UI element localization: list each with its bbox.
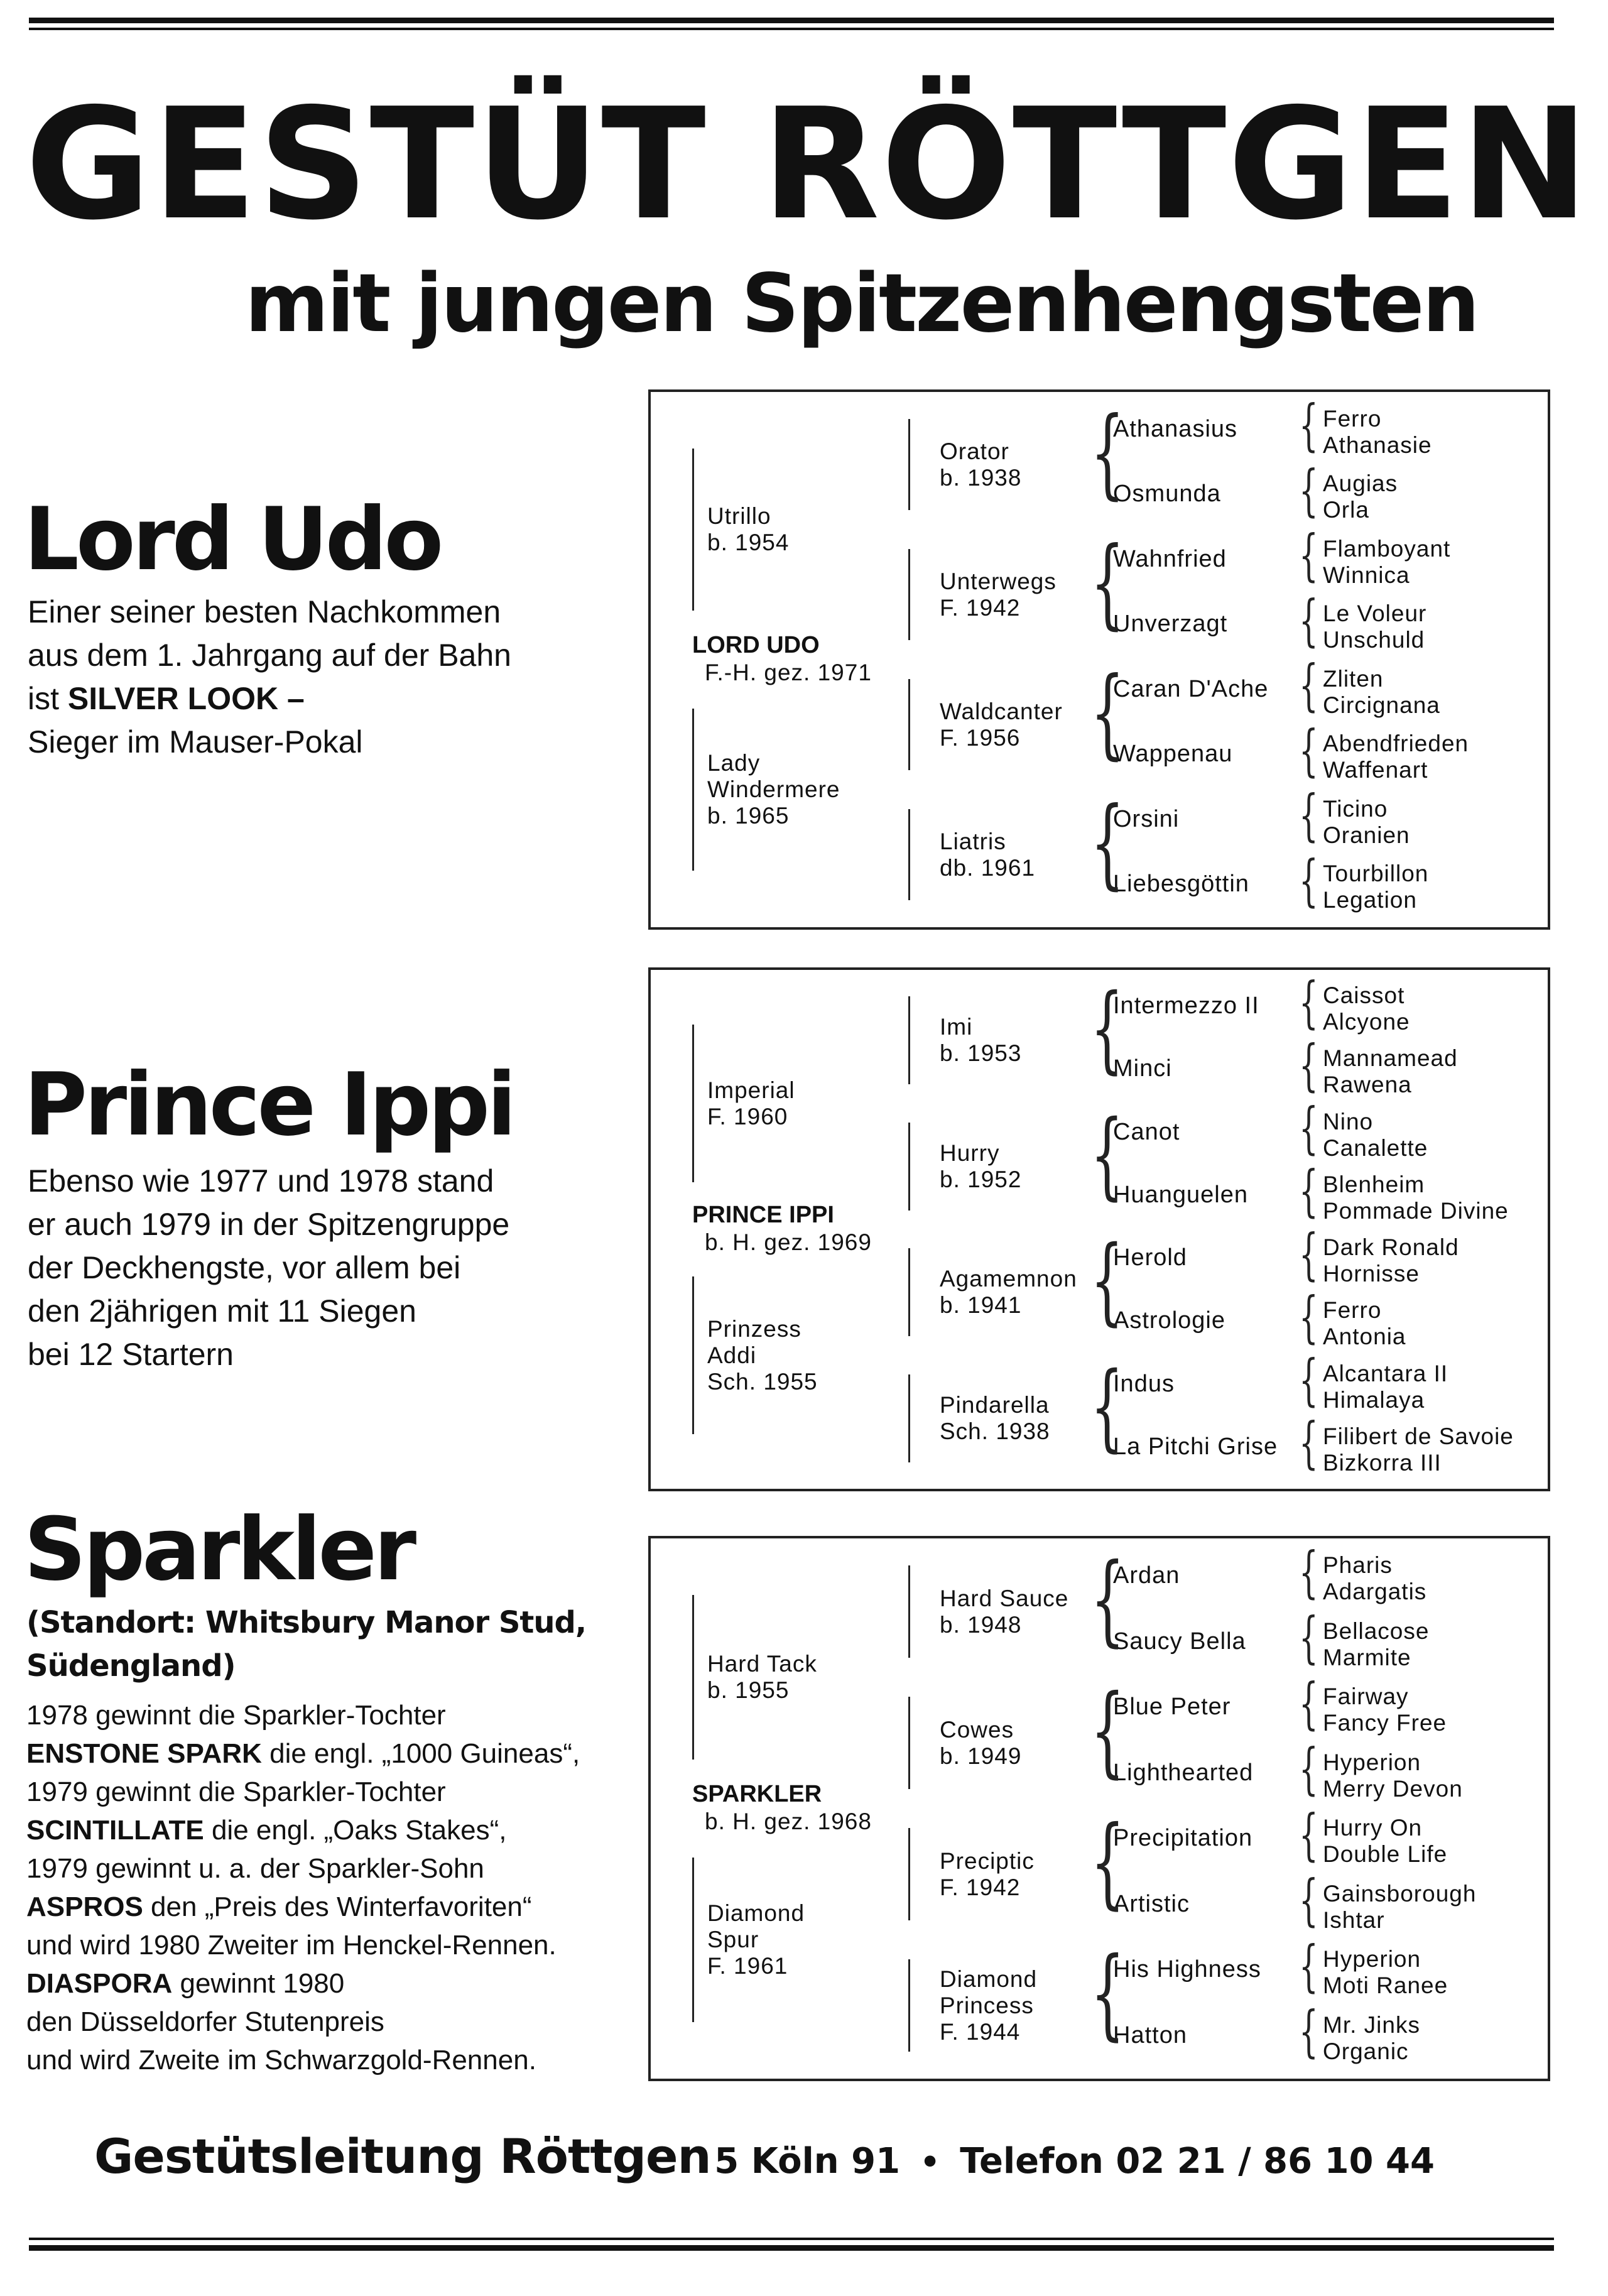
pedigree-grandparent: Orsini <box>1113 805 1180 832</box>
pedigree-ancestor: Abendfrieden <box>1323 731 1469 757</box>
pedigree-bracket-line <box>692 1595 694 1759</box>
top-rule-thin <box>29 28 1554 30</box>
pedigree-brace: { <box>1090 1805 1125 1920</box>
pedigree-ancestor: Waffenart <box>1323 757 1428 783</box>
pedigree-grandparent: Artistic <box>1113 1890 1190 1917</box>
desc-line: der Deckhengste, vor allem bei <box>28 1250 461 1285</box>
desc-suffix: den „Preis des Winterfavoriten“ <box>143 1891 532 1922</box>
pedigree-ancestor: Hornisse <box>1323 1261 1420 1287</box>
pedigree-table <box>648 389 1550 930</box>
pedigree-brace: { <box>1299 587 1318 653</box>
pedigree-brace: { <box>1090 526 1125 640</box>
footer-contact <box>94 2128 1435 2184</box>
pedigree-parent-line: Liatris <box>940 828 1006 854</box>
pedigree-brace: { <box>1090 1099 1124 1210</box>
pedigree-grandparent: Huanguelen <box>1113 1181 1248 1208</box>
desc-line: 1979 gewinnt u. a. der Sparkler-Sohn <box>26 1853 484 1884</box>
pedigree-ancestor: Bellacose <box>1323 1618 1430 1644</box>
pedigree-horse-name: SPARKLER <box>692 1781 822 1807</box>
pedigree-brace: { <box>1090 786 1125 900</box>
pedigree-ancestor: Flamboyant <box>1323 535 1451 562</box>
pedigree-horse-name: PRINCE IPPI <box>692 1202 834 1228</box>
pedigree-horse-info: b. H. gez. 1968 <box>705 1809 872 1834</box>
pedigree-grandparent: Unverzagt <box>1113 611 1228 638</box>
pedigree-ancestor: Ferro <box>1323 1297 1382 1324</box>
pedigree-brace: { <box>1299 1933 1318 1998</box>
pedigree-ancestor: Tourbillon <box>1323 861 1429 887</box>
pedigree-ancestor: Ferro <box>1323 405 1382 432</box>
pedigree-ancestor: Rawena <box>1323 1072 1412 1098</box>
desc-suffix: die engl. „1000 Guineas“, <box>261 1738 580 1769</box>
pedigree-grandparent: Indus <box>1113 1370 1175 1397</box>
pedigree-parent-line: Waldcanter <box>940 698 1063 724</box>
pedigree-bracket-line <box>908 1374 910 1462</box>
pedigree-bracket-line <box>908 1248 910 1336</box>
horse-location <box>26 1601 586 1688</box>
pedigree-parent-line: Imi <box>940 1014 973 1040</box>
pedigree-ancestor: Athanasie <box>1323 432 1432 458</box>
pedigree-ancestor: Filibert de Savoie <box>1323 1423 1514 1449</box>
pedigree-bracket-line <box>692 449 694 611</box>
pedigree-ancestor: Adargatis <box>1323 1579 1427 1605</box>
pedigree-ancestor: Caissot <box>1323 982 1405 1009</box>
pedigree-brace: { <box>1299 1605 1318 1670</box>
pedigree-grandparent: La Pitchi Grise <box>1113 1433 1278 1460</box>
horse-description <box>28 1160 509 1376</box>
pedigree-ancestor: Fairway <box>1323 1684 1409 1710</box>
pedigree-parent-line: Unterwegs <box>940 568 1057 594</box>
pedigree-sire-line: Utrillo <box>707 503 771 529</box>
footer-separator: • <box>920 2144 940 2180</box>
pedigree-brace: { <box>1299 1284 1318 1349</box>
pedigree-parent-line: Hard Sauce <box>940 1585 1069 1611</box>
footer-phone: Telefon 02 21 / 86 10 44 <box>960 2141 1435 2182</box>
bottom-rule-thin <box>29 2238 1554 2240</box>
pedigree-ancestor: Merry Devon <box>1323 1775 1463 1802</box>
pedigree-parent-line: F. 1942 <box>940 1874 1021 1900</box>
desc-line: aus dem 1. Jahrgang auf der Bahn <box>28 638 511 673</box>
pedigree-bracket-line <box>692 1276 694 1434</box>
pedigree-brace: { <box>1299 717 1318 783</box>
pedigree-brace: { <box>1090 1673 1125 1788</box>
pedigree-ancestor: Winnica <box>1323 562 1410 588</box>
pedigree-ancestor: Ishtar <box>1323 1907 1385 1933</box>
desc-line: bei 12 Startern <box>28 1337 234 1372</box>
desc-line <box>26 1734 580 1773</box>
desc-suffix: die engl. „Oaks Stakes“, <box>204 1815 507 1846</box>
pedigree-bracket-line <box>908 996 910 1084</box>
pedigree-bracket-line <box>908 419 910 510</box>
pedigree-parent-line: Sch. 1938 <box>940 1418 1050 1444</box>
pedigree-dam-line: Addi <box>707 1342 757 1368</box>
desc-line: 1979 gewinnt die Sparkler-Tochter <box>26 1776 446 1807</box>
desc-line: 1978 gewinnt die Sparkler-Tochter <box>26 1700 446 1731</box>
pedigree-ancestor: Mr. Jinks <box>1323 2011 1420 2038</box>
desc-line <box>26 1888 580 1926</box>
pedigree-brace: { <box>1090 1936 1125 2051</box>
pedigree-horse-name: LORD UDO <box>692 632 820 658</box>
pedigree-grandparent: Athanasius <box>1113 415 1238 442</box>
pedigree-ancestor: Pommade Divine <box>1323 1197 1509 1224</box>
pedigree-dam-line: Windermere <box>707 776 840 802</box>
pedigree-table <box>648 1536 1550 2081</box>
pedigree-ancestor: Gainsborough <box>1323 1880 1477 1907</box>
pedigree-grandparent: Caran D'Ache <box>1113 675 1269 702</box>
pedigree-bracket-line <box>908 1697 910 1788</box>
pedigree-parent-line: b. 1941 <box>940 1292 1022 1319</box>
pedigree-grandparent: Wahnfried <box>1113 545 1227 572</box>
pedigree-ancestor: Mannamead <box>1323 1045 1458 1072</box>
desc-line: den Düsseldorfer Stutenpreis <box>26 2006 384 2037</box>
pedigree-parent-line: b. 1949 <box>940 1743 1022 1769</box>
pedigree-brace: { <box>1299 393 1318 458</box>
pedigree-grandparent: Liebesgöttin <box>1113 871 1249 898</box>
pedigree-parent-line: b. 1953 <box>940 1040 1022 1067</box>
pedigree-grandparent: Wappenau <box>1113 741 1233 768</box>
pedigree-grandparent: Lighthearted <box>1113 1759 1254 1786</box>
pedigree-ancestor: Le Voleur <box>1323 601 1427 627</box>
pedigree-sire-line: Imperial <box>707 1077 795 1103</box>
pedigree-brace: { <box>1299 1032 1318 1097</box>
pedigree-ancestor: Pharis <box>1323 1552 1393 1579</box>
pedigree-parent-line: Agamemnon <box>940 1266 1077 1292</box>
pedigree-brace: { <box>1299 1347 1318 1413</box>
pedigree-grandparent: Intermezzo II <box>1113 993 1259 1020</box>
pedigree-grandparent: Minci <box>1113 1055 1172 1082</box>
pedigree-ancestor: Organic <box>1323 2038 1409 2064</box>
bottom-rule-thick <box>29 2245 1554 2251</box>
pedigree-ancestor: Dark Ronald <box>1323 1234 1459 1261</box>
pedigree-brace: { <box>1299 847 1318 913</box>
pedigree-brace: { <box>1299 1221 1318 1287</box>
pedigree-ancestor: Bizkorra III <box>1323 1449 1442 1476</box>
pedigree-ancestor: Moti Ranee <box>1323 1972 1448 1999</box>
pedigree-brace: { <box>1299 1670 1318 1736</box>
pedigree-parent-line: Hurry <box>940 1140 1000 1166</box>
pedigree-ancestor: Antonia <box>1323 1324 1406 1350</box>
horse-description <box>28 590 511 764</box>
pedigree-ancestor: Circignana <box>1323 692 1440 718</box>
pedigree-ancestor: Orla <box>1323 497 1369 523</box>
pedigree-brace: { <box>1299 1736 1318 1802</box>
pedigree-brace: { <box>1090 1226 1124 1336</box>
pedigree-brace: { <box>1090 656 1125 770</box>
pedigree-grandparent: His Highness <box>1113 1956 1261 1983</box>
desc-line: den 2jährigen mit 11 Siegen <box>28 1293 416 1329</box>
desc-prefix: ist <box>28 681 68 716</box>
footer-city: 5 Köln 91 <box>714 2141 901 2182</box>
pedigree-brace: { <box>1299 1868 1318 1933</box>
footer-name: Gestütsleitung Röttgen <box>94 2128 711 2184</box>
pedigree-parent-line: b. 1952 <box>940 1166 1022 1192</box>
pedigree-ancestor: Legation <box>1323 887 1417 913</box>
pedigree-ancestor: Zliten <box>1323 665 1384 692</box>
desc-highlight: ASPROS <box>26 1891 143 1922</box>
pedigree-grandparent: Herold <box>1113 1244 1187 1271</box>
pedigree-ancestor: Marmite <box>1323 1644 1411 1670</box>
pedigree-dam-line: Lady <box>707 750 761 776</box>
pedigree-ancestor: Hyperion <box>1323 1749 1421 1775</box>
pedigree-bracket-line <box>908 1959 910 2051</box>
desc-line: Einer seiner besten Nachkommen <box>28 594 501 629</box>
desc-line <box>28 677 511 721</box>
pedigree-brace: { <box>1299 653 1318 718</box>
pedigree-parent-line: F. 1944 <box>940 2018 1021 2045</box>
pedigree-ancestor: Hurry On <box>1323 1815 1423 1841</box>
pedigree-grandparent: Precipitation <box>1113 1825 1253 1852</box>
pedigree-ancestor: Hyperion <box>1323 1946 1421 1972</box>
pedigree-grandparent: Ardan <box>1113 1562 1180 1589</box>
desc-highlight: DIASPORA <box>26 1968 173 1999</box>
pedigree-parent-line: F. 1956 <box>940 724 1021 751</box>
pedigree-bracket-line <box>908 1123 910 1211</box>
pedigree-ancestor: Augias <box>1323 471 1398 497</box>
pedigree-brace: { <box>1299 1999 1318 2064</box>
desc-line: und wird Zweite im Schwarzgold-Rennen. <box>26 2045 536 2076</box>
pedigree-sire-line: b. 1955 <box>707 1677 790 1703</box>
pedigree-bracket-line <box>908 1565 910 1657</box>
desc-highlight: SCINTILLATE <box>26 1815 204 1846</box>
pedigree-brace: { <box>1090 1351 1124 1462</box>
horse-description <box>26 1696 580 2079</box>
pedigree-dam-line: Sch. 1955 <box>707 1368 818 1395</box>
desc-line: Sieger im Mauser-Pokal <box>28 724 363 759</box>
page-title: GESTÜT RÖTTGEN <box>25 75 1590 254</box>
pedigree-horse-info: F.-H. gez. 1971 <box>705 660 872 685</box>
pedigree-table <box>648 967 1550 1491</box>
pedigree-bracket-line <box>908 1828 910 1920</box>
pedigree-ancestor: Fancy Free <box>1323 1710 1447 1736</box>
pedigree-brace: { <box>1090 1542 1125 1657</box>
location-line: Südengland) <box>26 1648 236 1684</box>
location-line: (Standort: Whitsbury Manor Stud, <box>26 1605 587 1640</box>
pedigree-brace: { <box>1299 783 1318 848</box>
pedigree-parent-line: Princess <box>940 1992 1034 2018</box>
pedigree-parent-line: b. 1938 <box>940 464 1022 491</box>
pedigree-ancestor: Blenheim <box>1323 1171 1425 1197</box>
pedigree-bracket-line <box>692 1858 694 2021</box>
top-rule-thick <box>29 18 1554 23</box>
pedigree-grandparent: Hatton <box>1113 2021 1187 2048</box>
horse-name: Prince Ippi <box>24 1054 514 1155</box>
pedigree-bracket-line <box>692 1025 694 1182</box>
pedigree-bracket-line <box>908 809 910 900</box>
pedigree-parent-line: Pindarella <box>940 1391 1050 1418</box>
pedigree-bracket-line <box>908 549 910 640</box>
pedigree-grandparent: Saucy Bella <box>1113 1628 1246 1655</box>
desc-line <box>26 1811 580 1849</box>
pedigree-dam-line: Diamond <box>707 1900 805 1926</box>
pedigree-parent-line: Orator <box>940 438 1009 464</box>
pedigree-brace: { <box>1090 396 1125 510</box>
pedigree-dam-line: Prinzess <box>707 1315 801 1342</box>
pedigree-dam-line: F. 1961 <box>707 1953 788 1979</box>
pedigree-grandparent: Osmunda <box>1113 481 1221 508</box>
pedigree-sire-line: F. 1960 <box>707 1103 788 1129</box>
page-subtitle: mit jungen Spitzenhengsten <box>245 257 1478 351</box>
pedigree-brace: { <box>1299 457 1318 523</box>
pedigree-dam-line: Spur <box>707 1927 759 1952</box>
horse-name: Lord Udo <box>24 489 441 590</box>
desc-line: Ebenso wie 1977 und 1978 stand <box>28 1163 494 1199</box>
pedigree-ancestor: Oranien <box>1323 822 1410 848</box>
pedigree-parent-line: Preciptic <box>940 1847 1035 1874</box>
pedigree-brace: { <box>1299 1096 1318 1161</box>
pedigree-brace: { <box>1299 1158 1318 1224</box>
pedigree-bracket-line <box>692 709 694 871</box>
pedigree-brace: { <box>1299 1802 1318 1867</box>
pedigree-brace: { <box>1299 523 1318 588</box>
pedigree-sire-line: b. 1954 <box>707 530 790 555</box>
pedigree-ancestor: Canalette <box>1323 1134 1428 1161</box>
horse-name: Sparkler <box>24 1499 414 1600</box>
pedigree-parent-line: Cowes <box>940 1716 1014 1743</box>
pedigree-horse-info: b. H. gez. 1969 <box>705 1229 872 1255</box>
pedigree-ancestor: Alcantara II <box>1323 1360 1448 1386</box>
pedigree-brace: { <box>1299 969 1318 1035</box>
desc-suffix: gewinnt 1980 <box>172 1968 345 1999</box>
pedigree-ancestor: Alcyone <box>1323 1009 1410 1035</box>
desc-line: er auch 1979 in der Spitzengruppe <box>28 1207 510 1242</box>
pedigree-ancestor: Unschuld <box>1323 627 1425 653</box>
pedigree-grandparent: Astrologie <box>1113 1307 1225 1334</box>
pedigree-sire-line: Hard Tack <box>707 1651 817 1677</box>
pedigree-ancestor: Nino <box>1323 1108 1374 1134</box>
pedigree-parent-line: b. 1948 <box>940 1611 1022 1638</box>
pedigree-grandparent: Blue Peter <box>1113 1694 1231 1721</box>
pedigree-ancestor: Double Life <box>1323 1841 1448 1868</box>
pedigree-ancestor: Himalaya <box>1323 1386 1425 1413</box>
desc-line <box>26 1964 580 2003</box>
pedigree-brace: { <box>1299 1539 1318 1604</box>
pedigree-brace: { <box>1090 974 1124 1084</box>
pedigree-brace: { <box>1299 1410 1318 1476</box>
pedigree-ancestor: Ticino <box>1323 795 1388 822</box>
desc-line: und wird 1980 Zweiter im Henckel-Rennen. <box>26 1930 557 1961</box>
desc-highlight: ENSTONE SPARK <box>26 1738 262 1769</box>
pedigree-parent-line: Diamond <box>940 1966 1038 1992</box>
pedigree-bracket-line <box>908 679 910 770</box>
pedigree-grandparent: Canot <box>1113 1118 1180 1145</box>
desc-highlight: SILVER LOOK – <box>67 681 305 716</box>
pedigree-parent-line: db. 1961 <box>940 854 1036 881</box>
pedigree-dam-line: b. 1965 <box>707 803 790 829</box>
pedigree-parent-line: F. 1942 <box>940 594 1021 621</box>
